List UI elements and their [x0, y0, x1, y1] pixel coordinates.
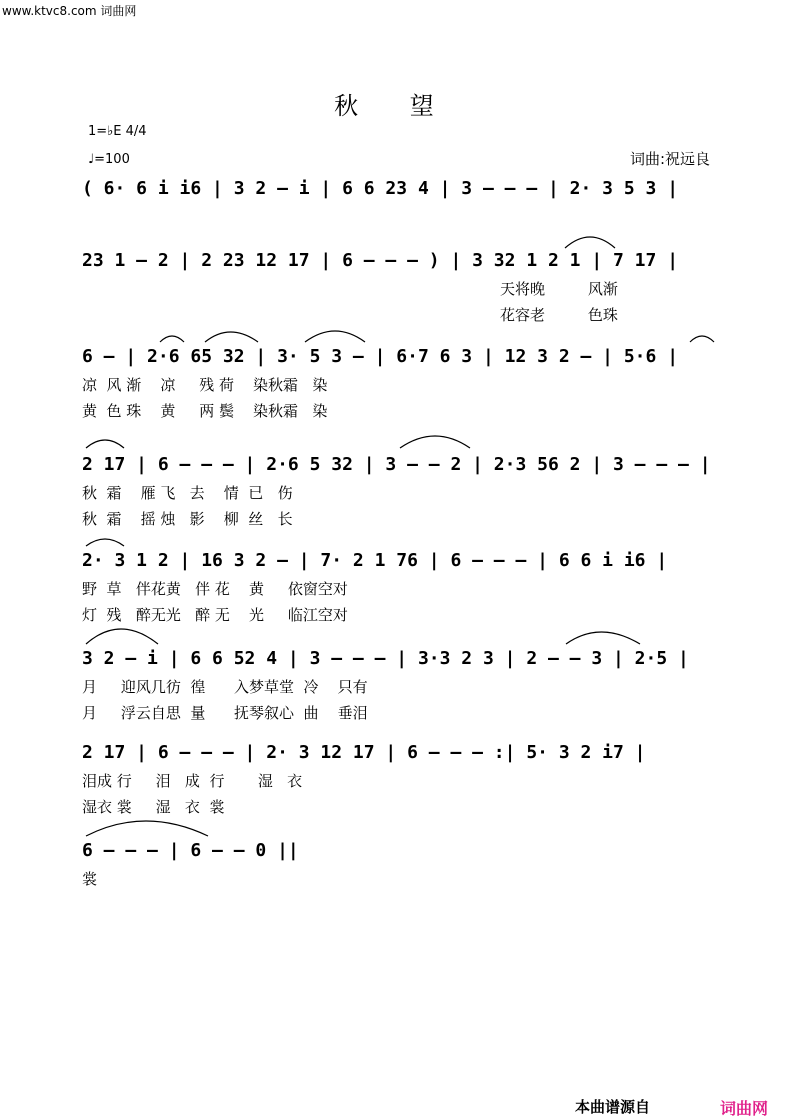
notes-line: ( 6· 6 i i6 | 3 2 – i | 6 6 23 4 | 3 – – – | 2· 3 5 3 | [82, 178, 679, 199]
lyric-line-1: 泪成 行 泪 成 行 湿 衣 [82, 772, 303, 790]
notes-line: 2 17 | 6 – – – | 2·6 5 32 | 3 – – 2 | 2·3 56 2 | 3 – – – | [82, 454, 711, 475]
lyric-line-1: 野 草 伴花黄 伴 花 黄 依窗空对 [82, 580, 348, 598]
composer-credit: 词曲:祝远良 [630, 150, 711, 168]
lyric-line-2: 秋 霜 摇 烛 影 柳 丝 长 [82, 510, 293, 528]
key-signature: 1=♭E 4/4 [88, 124, 147, 139]
notes-line: 2 17 | 6 – – – | 2· 3 12 17 | 6 – – – :| 5· 3 2 i7 | [82, 742, 646, 763]
page-title: 秋 望 [334, 92, 456, 120]
footer-logo: 词曲网 [720, 1099, 769, 1118]
lyric-line-1: 秋 霜 雁 飞 去 情 已 伤 [82, 484, 293, 502]
notes-line: 2· 3 1 2 | 16 3 2 – | 7· 2 1 76 | 6 – – – | 6 6 i i6 | [82, 550, 668, 571]
lyric-line-1: 月 迎风几彷 徨 入梦草堂 冷 只有 [82, 678, 368, 696]
tempo-marking: ♩=100 [88, 152, 130, 167]
lyric-line-2: 灯 残 醉无光 醉 无 光 临江空对 [82, 606, 348, 624]
lyric-line-2: 月 浮云自思 量 抚琴叙心 曲 垂泪 [82, 704, 368, 722]
notes-line: 6 – – – | 6 – – 0 || [82, 840, 299, 861]
lyric-line-2: 花容老 色珠 [500, 306, 618, 324]
lyric-line-1: 天将晚 风渐 [500, 280, 618, 298]
lyric-line-1: 裳 [82, 870, 98, 888]
notes-line: 6 – | 2·6 65 32 | 3· 5 3 – | 6·7 6 3 | 12 3 2 – | 5·6 | [82, 346, 679, 367]
footer-source-text: 本曲谱源自 [575, 1098, 651, 1116]
lyric-line-2: 黄 色 珠 黄 两 鬓 染秋霜 染 [82, 402, 328, 420]
lyric-line-1: 凉 风 渐 凉 残 荷 染秋霜 染 [82, 376, 328, 394]
notes-line: 23 1 – 2 | 2 23 12 17 | 6 – – – ) | 3 32 1 2 1 | 7 17 | [82, 250, 679, 271]
site-watermark: www.ktvc8.com 词曲网 [2, 4, 137, 18]
lyric-line-2: 湿衣 裳 湿 衣 裳 [82, 798, 225, 816]
notes-line: 3 2 – i | 6 6 52 4 | 3 – – – | 3·3 2 3 | 2 – – 3 | 2·5 | [82, 648, 689, 669]
